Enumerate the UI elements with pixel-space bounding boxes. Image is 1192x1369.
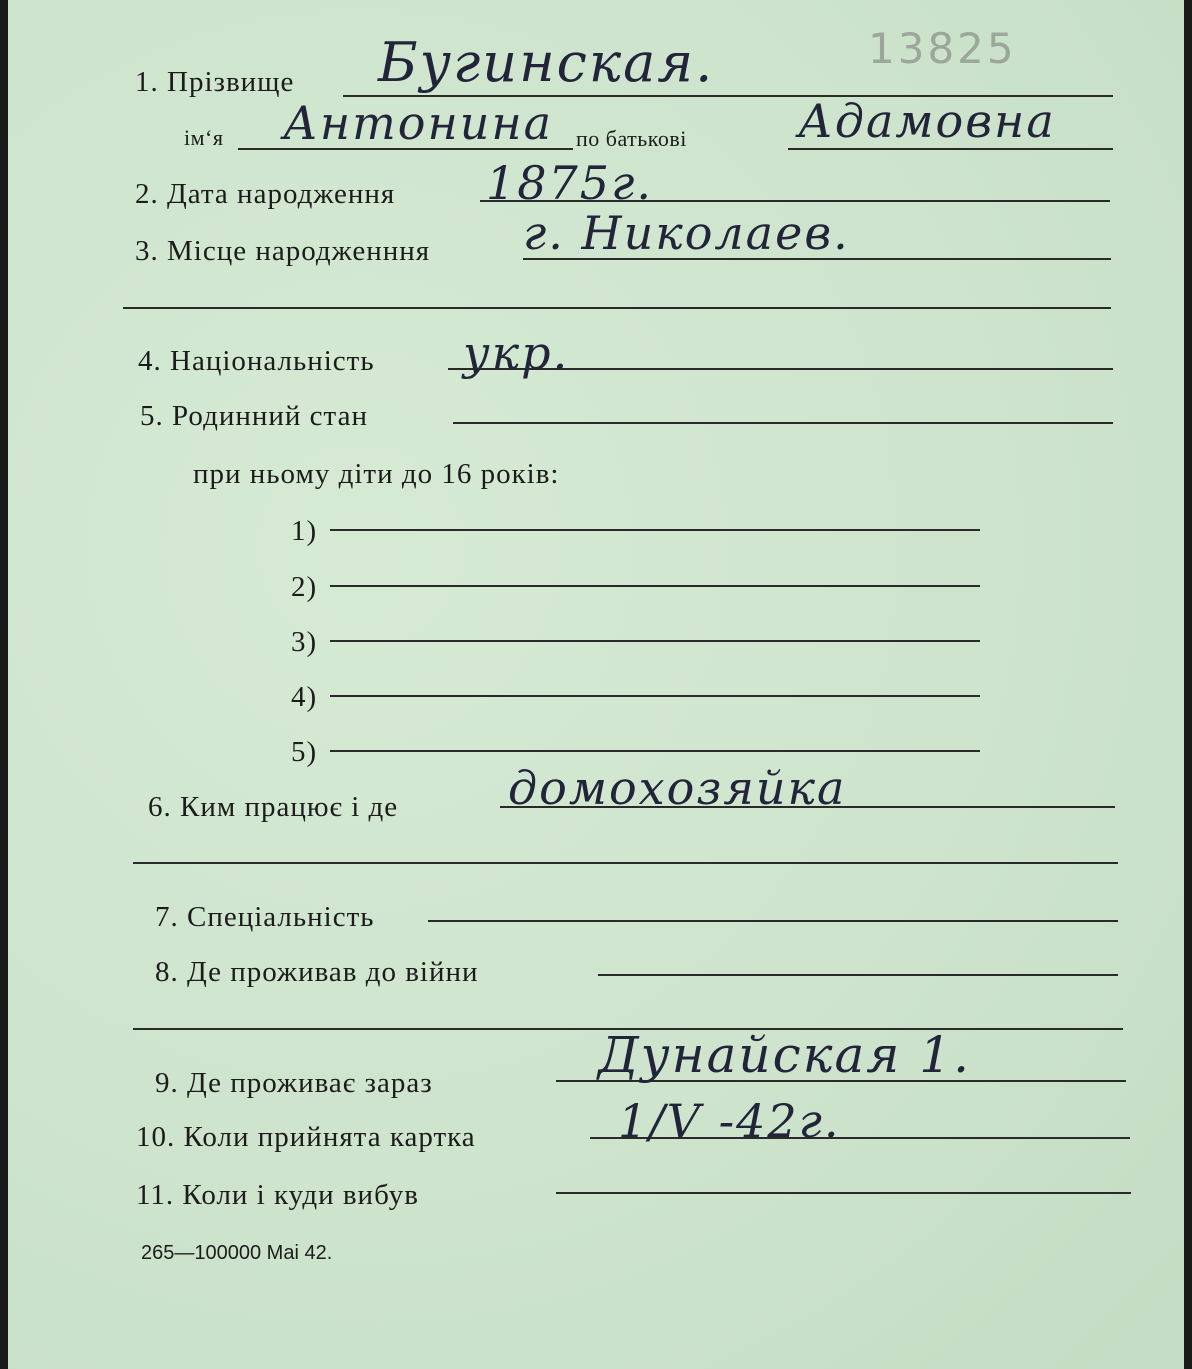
registration-card — [8, 0, 1184, 1369]
child-4-line — [330, 695, 980, 697]
departure-label: 11. Коли і куди вибув — [136, 1179, 419, 1211]
current-address-label: 9. Де проживає зараз — [155, 1067, 433, 1099]
marital-status-label: 5. Родинний стан — [140, 400, 368, 432]
card-date-value: 1/V -42г. — [618, 1094, 841, 1148]
marital-status-line — [453, 422, 1113, 424]
print-info: 265—100000 Mai 42. — [141, 1242, 333, 1264]
birthplace-value: г. Николаев. — [523, 206, 850, 260]
specialty-line — [428, 920, 1118, 922]
child-5-line — [330, 750, 980, 752]
surname-value: Бугинская. — [378, 31, 715, 94]
child-1-line — [330, 529, 980, 531]
child-3-line — [330, 640, 980, 642]
patronymic-line — [788, 148, 1113, 150]
occupation-line-2 — [133, 862, 1118, 864]
card-number: 13825 — [868, 24, 1017, 73]
departure-line — [556, 1192, 1131, 1194]
prewar-address-line — [598, 974, 1118, 976]
occupation-value: домохозяйка — [508, 761, 847, 815]
specialty-label: 7. Спеціальність — [155, 901, 375, 933]
child-2-line — [330, 585, 980, 587]
patronymic-label: по батькові — [576, 126, 687, 151]
child-1-label: 1) — [291, 515, 318, 547]
occupation-label: 6. Ким працює і де — [148, 791, 399, 823]
birthplace-label: 3. Місце народженння — [135, 235, 431, 267]
current-address-value: Дунайская 1. — [598, 1026, 971, 1084]
birthdate-label: 2. Дата народження — [135, 178, 396, 210]
nationality-label: 4. Національність — [138, 345, 375, 377]
nationality-value: укр. — [463, 326, 570, 380]
child-4-label: 4) — [291, 681, 318, 713]
prewar-address-label: 8. Де проживав до війни — [155, 956, 479, 988]
child-2-label: 2) — [291, 571, 318, 603]
name-label: ім‘я — [184, 125, 224, 150]
birthplace-line-2 — [123, 307, 1111, 309]
birthdate-value: 1875г. — [486, 156, 653, 210]
name-value: Антонина — [283, 96, 554, 150]
child-3-label: 3) — [291, 626, 318, 658]
child-5-label: 5) — [291, 736, 318, 768]
card-date-label: 10. Коли прийнята картка — [136, 1121, 476, 1153]
children-label: при ньому діти до 16 років: — [193, 458, 560, 490]
patronymic-value: Адамовна — [798, 94, 1056, 148]
surname-label: 1. Прізвище — [135, 66, 295, 98]
